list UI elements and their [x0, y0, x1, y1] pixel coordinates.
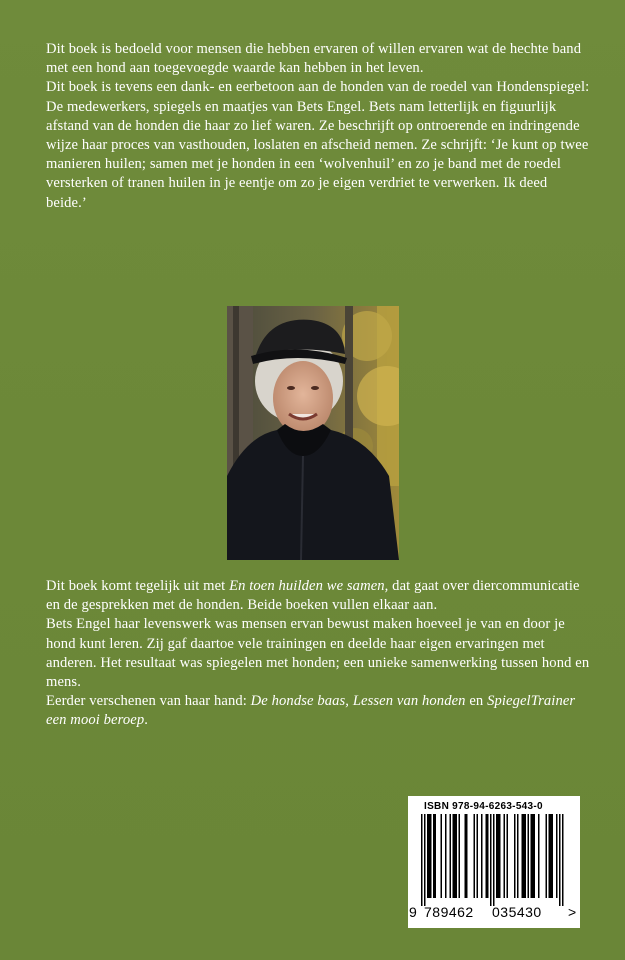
- barcode-bar: [490, 814, 492, 906]
- barcode-bar: [496, 814, 498, 898]
- barcode-bar: [532, 814, 534, 898]
- barcode-bar: [427, 814, 429, 898]
- barcode-bar: [534, 814, 536, 898]
- barcode-bar: [450, 814, 452, 898]
- outro-p3-end: .: [144, 712, 148, 729]
- barcode-bar: [552, 814, 554, 898]
- barcode-bar: [504, 814, 506, 898]
- barcode-right-digits: 035430: [492, 904, 542, 920]
- barcode-bar: [445, 814, 447, 898]
- barcode-bar: [522, 814, 524, 898]
- barcode-bar: [531, 814, 533, 898]
- barcode-left-digits: 789462: [424, 904, 474, 920]
- barcode-arrow: >: [568, 904, 577, 920]
- intro-paragraph-2: Dit boek is tevens een dank- en eerbetoon aan de honden van de roedel van Hondenspiegel: De medewerkers, spiegels en maatjes van Bets Engel. Bets nam letterlijk en figuurlijk afstand van de honden die haar zo lief waren. Ze beschrijft op ontroerende en indringende wijze haar proces van vasthouden, loslaten en afscheid nemen. Ze schrijft: ‘Je kunt op twee manieren huilen; samen met je honden in een ‘wolvenhuil’ en zo je band met de roedel versterken of tranen huilen in je eentje om zo je eigen verdriet te verwerken. Ik deed beide.’: [46, 79, 590, 211]
- barcode-bar: [556, 814, 558, 898]
- outro-paragraph-1: [46, 577, 591, 615]
- barcode-bar: [454, 814, 456, 898]
- barcode-bars: [416, 814, 566, 906]
- barcode-bar: [430, 814, 432, 898]
- barcode-first-digit: 9: [409, 904, 418, 920]
- outro-paragraph-3: [46, 692, 591, 730]
- barcode-bar: [525, 814, 527, 898]
- barcode-bar: [456, 814, 458, 898]
- outro-p3-pre: Eerder verschenen van haar hand:: [46, 693, 251, 710]
- outro-p1-post: dat gaat over diercommunicatie en de gesprekken met de honden. Beide boeken vullen elkaar aan.: [46, 578, 580, 614]
- barcode-bar: [507, 814, 509, 898]
- book-title-spiegeltrainer: SpiegelTrainer een mooi beroep: [46, 693, 576, 729]
- outro-text: [46, 577, 591, 731]
- barcode-bar: [435, 814, 437, 898]
- barcode-bar: [499, 814, 501, 898]
- barcode-bar: [424, 814, 426, 906]
- outro-paragraph-2: Bets Engel haar levenswerk was mensen ervan bewust maken hoeveel je van en door je hond kunt leren. Zij gaf daartoe vele trainingen en deelde haar eigen ervaringen met anderen. Het resultaat was spiegelen met honden; een unieke samenwerking tussen hond en mens.: [46, 616, 590, 691]
- barcode-bar: [546, 814, 548, 898]
- barcode-bar: [477, 814, 479, 898]
- barcode-bar: [493, 814, 495, 906]
- barcode-bar: [459, 814, 461, 898]
- barcode-bar: [517, 814, 519, 898]
- book-title-en-toen: En toen huilden we samen,: [229, 578, 389, 594]
- barcode-bar: [474, 814, 476, 898]
- barcode-bar: [441, 814, 443, 898]
- isbn-barcode: [408, 796, 580, 928]
- barcode-bar: [421, 814, 423, 906]
- barcode-bar: [429, 814, 431, 898]
- outro-p1-pre: Dit boek komt tegelijk uit met: [46, 578, 230, 594]
- isbn-number: ISBN 978-94-6263-543-0: [424, 801, 543, 812]
- barcode-bar: [538, 814, 540, 898]
- barcode-bar: [487, 814, 489, 898]
- barcode-bar: [562, 814, 564, 906]
- intro-paragraph-1: Dit boek is bedoeld voor mensen die hebben ervaren of willen ervaren wat de hechte band met een hond aan toegevoegde waarde kan hebben in het leven.: [46, 41, 582, 77]
- barcode-bar: [528, 814, 530, 898]
- barcode-bar: [486, 814, 488, 898]
- intro-text: [46, 40, 591, 213]
- barcode-bar: [514, 814, 516, 898]
- author-photo: [227, 306, 399, 560]
- barcode-bar: [550, 814, 552, 898]
- barcode-bar: [549, 814, 551, 898]
- book-title-hondse-baas: De hondse baas,: [250, 693, 350, 710]
- barcode-bar: [433, 814, 435, 898]
- barcode-bar: [481, 814, 483, 898]
- outro-p3-and: en: [465, 693, 488, 710]
- book-title-lessen: Lessen van honden: [352, 693, 466, 710]
- barcode-bar: [466, 814, 468, 898]
- barcode-bar: [559, 814, 561, 906]
- barcode-bar: [523, 814, 525, 898]
- barcode-bar: [453, 814, 455, 898]
- barcode-bar: [465, 814, 467, 898]
- barcode-bar: [498, 814, 500, 898]
